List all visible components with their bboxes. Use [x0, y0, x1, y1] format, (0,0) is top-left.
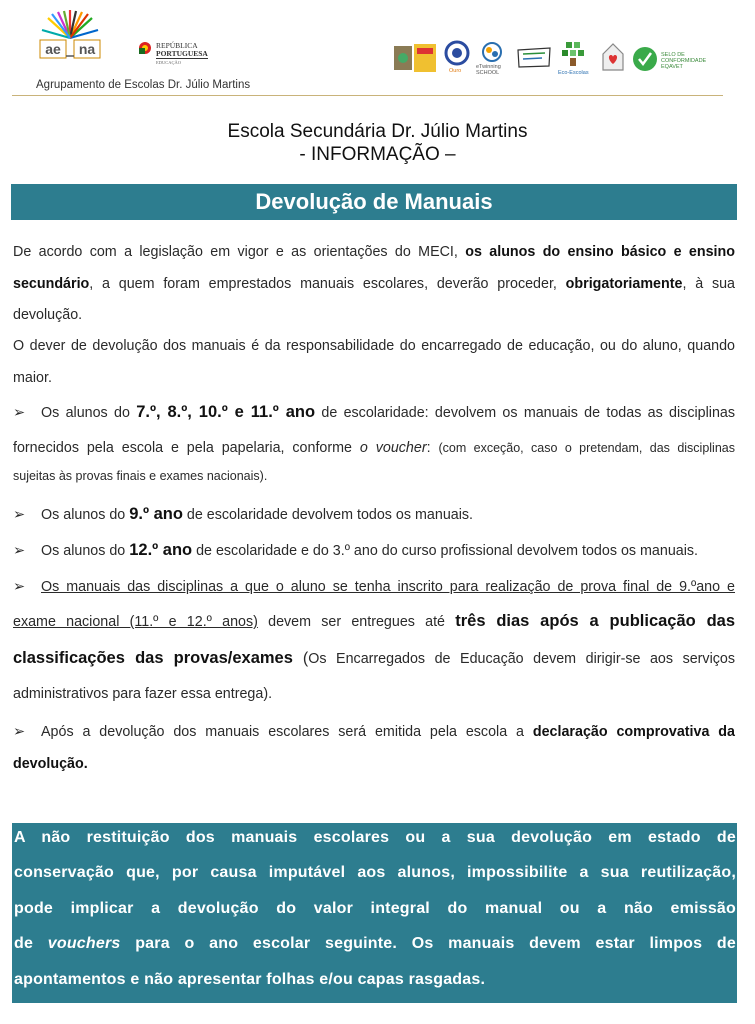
list-item-2: ➢ Os alunos do 9.º ano de escolaridade devolvem todos os manuais.	[13, 505, 474, 523]
notice-line-3: pode implicar a devolução do valor integral do manual ou a não emissão	[14, 900, 736, 917]
escola-digital-badge-icon	[392, 40, 440, 78]
info-subtitle: - INFORMAÇÃO –	[299, 144, 456, 165]
arrow-bullet-icon: ➢	[13, 724, 25, 740]
list-item-4: ➢ Os manuais das disciplinas a que o aluno se tenha inscrito para realização de prova final de 9.ºano e	[13, 579, 735, 595]
list-item-3: ➢ Os alunos do 12.º ano de escolaridade e do 3.º ano do curso profissional devolvem todos os manuais.	[13, 541, 699, 559]
header-divider	[12, 95, 723, 96]
page-title-banner: Devolução de Manuais	[11, 184, 737, 220]
republica-portuguesa-text: REPÚBLICA PORTUGUESA EDUCAÇÃO	[156, 41, 208, 65]
list-item-1-line-3: sujeitas às provas finais e exames nacionais).	[13, 469, 268, 483]
page-header	[0, 0, 755, 100]
svg-text:na: na	[78, 41, 96, 57]
escola-saudavel-icon	[600, 40, 626, 78]
paragraph-1-line-2: secundário, a quem foram emprestados manuais escolares, deverão proceder, obrigatoriamente, à sua	[13, 276, 735, 292]
certification-badges: Ouro eTwinning SCHOOL Eco-Escolas SELO DE CONFORMIDADE EQAVET	[392, 40, 722, 80]
arrow-bullet-icon: ➢	[13, 579, 25, 595]
svg-text:ae: ae	[45, 41, 61, 57]
arrow-bullet-icon: ➢	[13, 507, 25, 523]
notice-line-2: conservação que, por causa imputável aos alunos, impossibilite a sua reutilização,	[14, 864, 736, 881]
paragraph-1-line-3: devolução.	[13, 307, 83, 323]
list-item-4-line-3: classificações das provas/exames (Os Encarregados de Educação devem dirigir-se aos serviços	[13, 649, 735, 667]
list-item-1-line-2: fornecidos pela escola e pela papelaria, conforme o voucher: (com exceção, caso o pretendam, das disciplinas	[13, 440, 735, 456]
paragraph-2-line-1: O dever de devolução dos manuais é da responsabilidade do encarregado de educação, ou do aluno, quando	[13, 338, 735, 354]
list-item-5-line-2: devolução.	[13, 756, 88, 772]
org-name: Agrupamento de Escolas Dr. Júlio Martins	[36, 79, 251, 91]
notice-line-5: apontamentos e não apresentar folhas e/ou capas rasgadas.	[14, 971, 486, 988]
list-item-4-line-2: exame nacional (11.º e 12.º anos) devem ser entregues até três dias após a publicação das	[13, 612, 735, 630]
paragraph-1-line-1: De acordo com a legislação em vigor e as orientações do MECI, os alunos do ensino básico e ensino	[13, 244, 735, 260]
list-item-4-line-4: administrativos para fazer essa entrega).	[13, 686, 273, 702]
aena-logo-icon	[38, 8, 102, 68]
escola-amiga-badge-icon	[516, 40, 552, 78]
paragraph-2-line-2: maior.	[13, 370, 52, 386]
list-item-1: ➢ Os alunos do 7.º, 8.º, 10.º e 11.º ano de escolaridade: devolvem os manuais de todas as disciplinas	[13, 403, 736, 421]
eqavet-seal-icon	[632, 40, 658, 78]
list-item-5: ➢ Após a devolução dos manuais escolares será emitida pela escola a declaração comprovativa da	[13, 724, 735, 740]
arrow-bullet-icon: ➢	[13, 543, 25, 559]
notice-line-4: de vouchers para o ano escolar seguinte. Os manuais devem estar limpos de	[14, 935, 736, 952]
arrow-bullet-icon: ➢	[13, 405, 25, 421]
notice-line-1: A não restituição dos manuais escolares ou a sua devolução em estado de	[14, 829, 736, 846]
school-title: Escola Secundária Dr. Júlio Martins	[227, 121, 528, 142]
